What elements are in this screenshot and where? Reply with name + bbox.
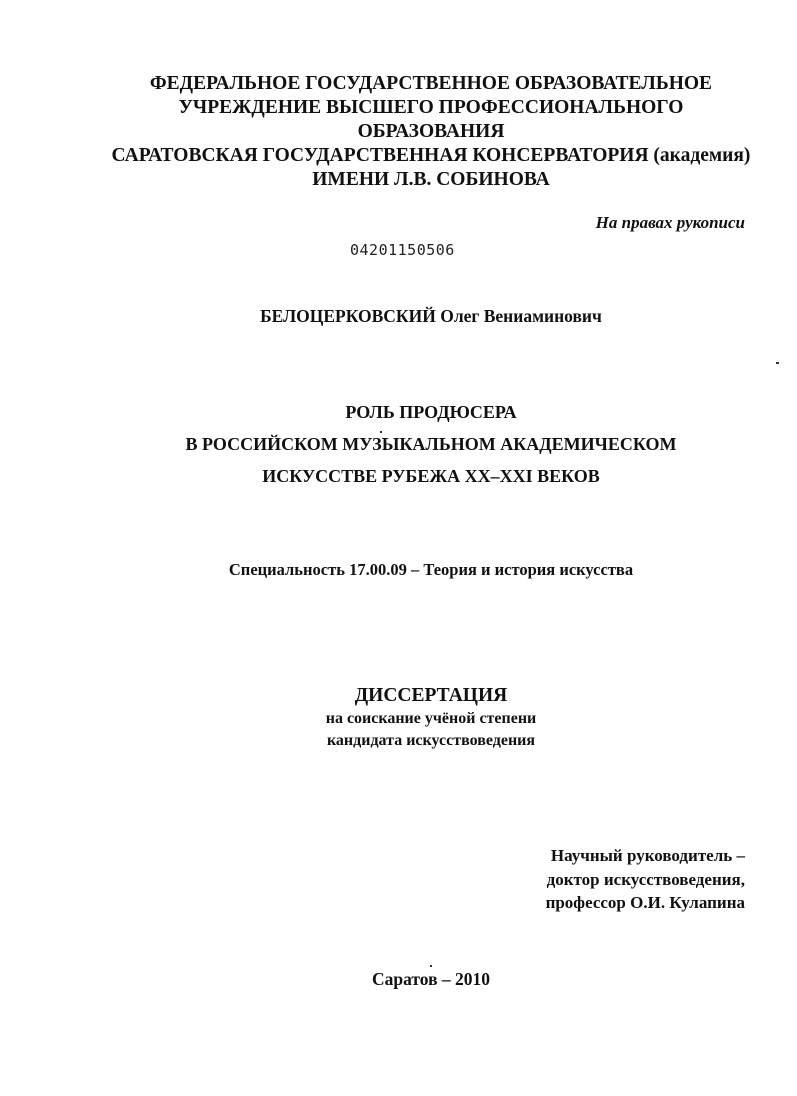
institution-line: САРАТОВСКАЯ ГОСУДАРСТВЕННАЯ КОНСЕРВАТОРИЯ (академия): [111, 145, 751, 166]
degree-line: кандидата искусствоведения: [326, 732, 536, 749]
institution-line: ОБРАЗОВАНИЯ: [357, 121, 505, 142]
title-line: В РОССИЙСКОМ МУЗЫКАЛЬНОМ АКАДЕМИЧЕСКОМ: [185, 434, 677, 454]
scan-speck: [430, 965, 432, 967]
author-name: БЕЛОЦЕРКОВСКИЙ Олег Вениаминович: [260, 306, 602, 326]
supervisor-block: [546, 844, 745, 915]
institution-line: УЧРЕЖДЕНИЕ ВЫСШЕГО ПРОФЕССИОНАЛЬНОГО: [178, 97, 684, 118]
institution-line: ИМЕНИ Л.В. СОБИНОВА: [312, 169, 550, 190]
supervisor-line: Научный руководитель –: [550, 846, 745, 865]
city-year: Саратов – 2010: [371, 969, 491, 989]
dissertation-title: [0, 396, 797, 492]
degree-line: на соискание учёной степени: [325, 710, 537, 727]
scan-speck: [380, 431, 382, 433]
library-stamp-number: 04201150506: [350, 241, 455, 259]
degree-heading: ДИССЕРТАЦИЯ: [354, 685, 508, 706]
title-line: ИСКУССТВЕ РУБЕЖА XX–XXI ВЕКОВ: [262, 466, 600, 486]
institution-header: [0, 72, 797, 192]
specialty-line: Специальность 17.00.09 – Теория и история искусства: [228, 560, 634, 579]
title-line: РОЛЬ ПРОДЮСЕРА: [345, 402, 517, 422]
rights-note: На правах рукописи: [595, 213, 745, 232]
scan-speck: [776, 362, 779, 364]
supervisor-line: профессор О.И. Кулапина: [545, 893, 745, 912]
institution-line: ФЕДЕРАЛЬНОЕ ГОСУДАРСТВЕННОЕ ОБРАЗОВАТЕЛЬНОЕ: [149, 73, 713, 94]
supervisor-line: доктор искусствоведения,: [546, 869, 745, 889]
degree-block: [0, 684, 797, 752]
